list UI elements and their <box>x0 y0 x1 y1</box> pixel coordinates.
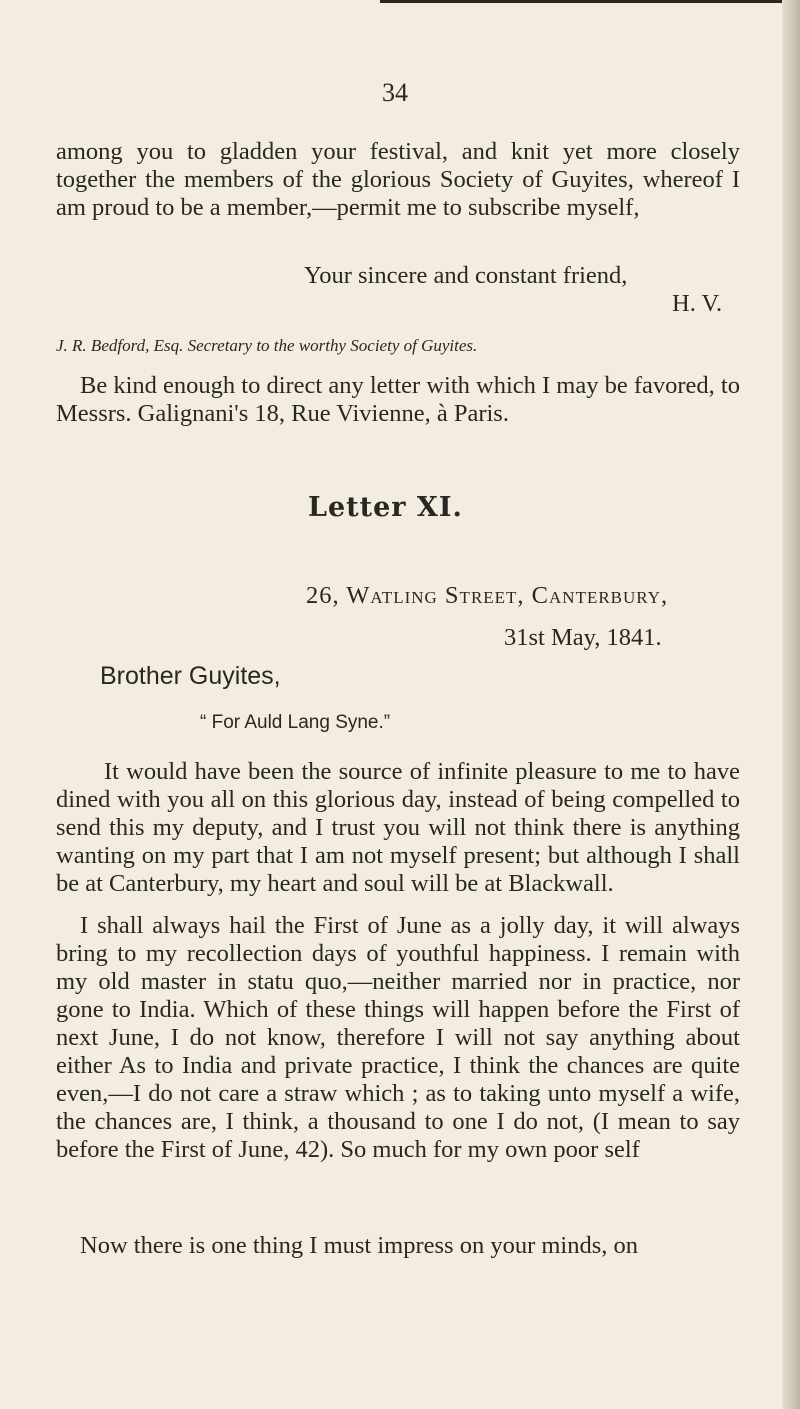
letter-motto: “ For Auld Lang Syne.” <box>200 712 391 733</box>
letter-heading: Letter XI. <box>308 492 463 523</box>
letter-closing: Your sincere and constant friend, <box>304 262 628 289</box>
top-rule <box>380 0 800 3</box>
letter-body-continued: among you to gladden your festival, and knit yet more closely together the members of the glorious Society of Guyites, whereof I am proud to be a member,—permit me to subscribe myself, <box>56 138 740 221</box>
letter-paragraph-1: It would have been the source of infinite pleasure to me to have dined with you all on this glorious day, instead of being compelled to send this my deputy, and I trust you will not think there is anything wanting on my part that I am not myself present; but although I shall be at Canterbury, my heart and soul will be at Blackwall. <box>56 758 740 897</box>
page-edge <box>782 0 800 1409</box>
sender-address: 26, Watling Street, Canterbury, <box>306 582 669 609</box>
letter-addressee: J. R. Bedford, Esq. Secretary to the worthy Society of Guyites. <box>56 336 478 355</box>
letter-salutation: Brother Guyites, <box>100 662 281 690</box>
letter-paragraph-2: I shall always hail the First of June as a jolly day, it will always bring to my recollection days of youthful happiness. I remain with my old master in statu quo,—neither married nor in practice, nor gone to India. Which of these things will happen before the First of next June, I do not know, therefore I will not say anything about either As to India and private practice, I think the chances are quite even,—I do not care a straw which ; as to taking unto myself a wife, the chances are, I think, a thousand to one I do not, (I mean to say before the First of June, 42). So much for my own poor self <box>56 912 740 1163</box>
letter-date: 31st May, 1841. <box>504 624 662 651</box>
letter-signature: H. V. <box>672 290 723 317</box>
page-number: 34 <box>382 78 408 107</box>
letter-paragraph-3: Now there is one thing I must impress on your minds, on <box>80 1232 639 1259</box>
letter-postscript: Be kind enough to direct any letter with which I may be favored, to Messrs. Galignani's 18, Rue Vivienne, à Paris. <box>56 372 740 427</box>
